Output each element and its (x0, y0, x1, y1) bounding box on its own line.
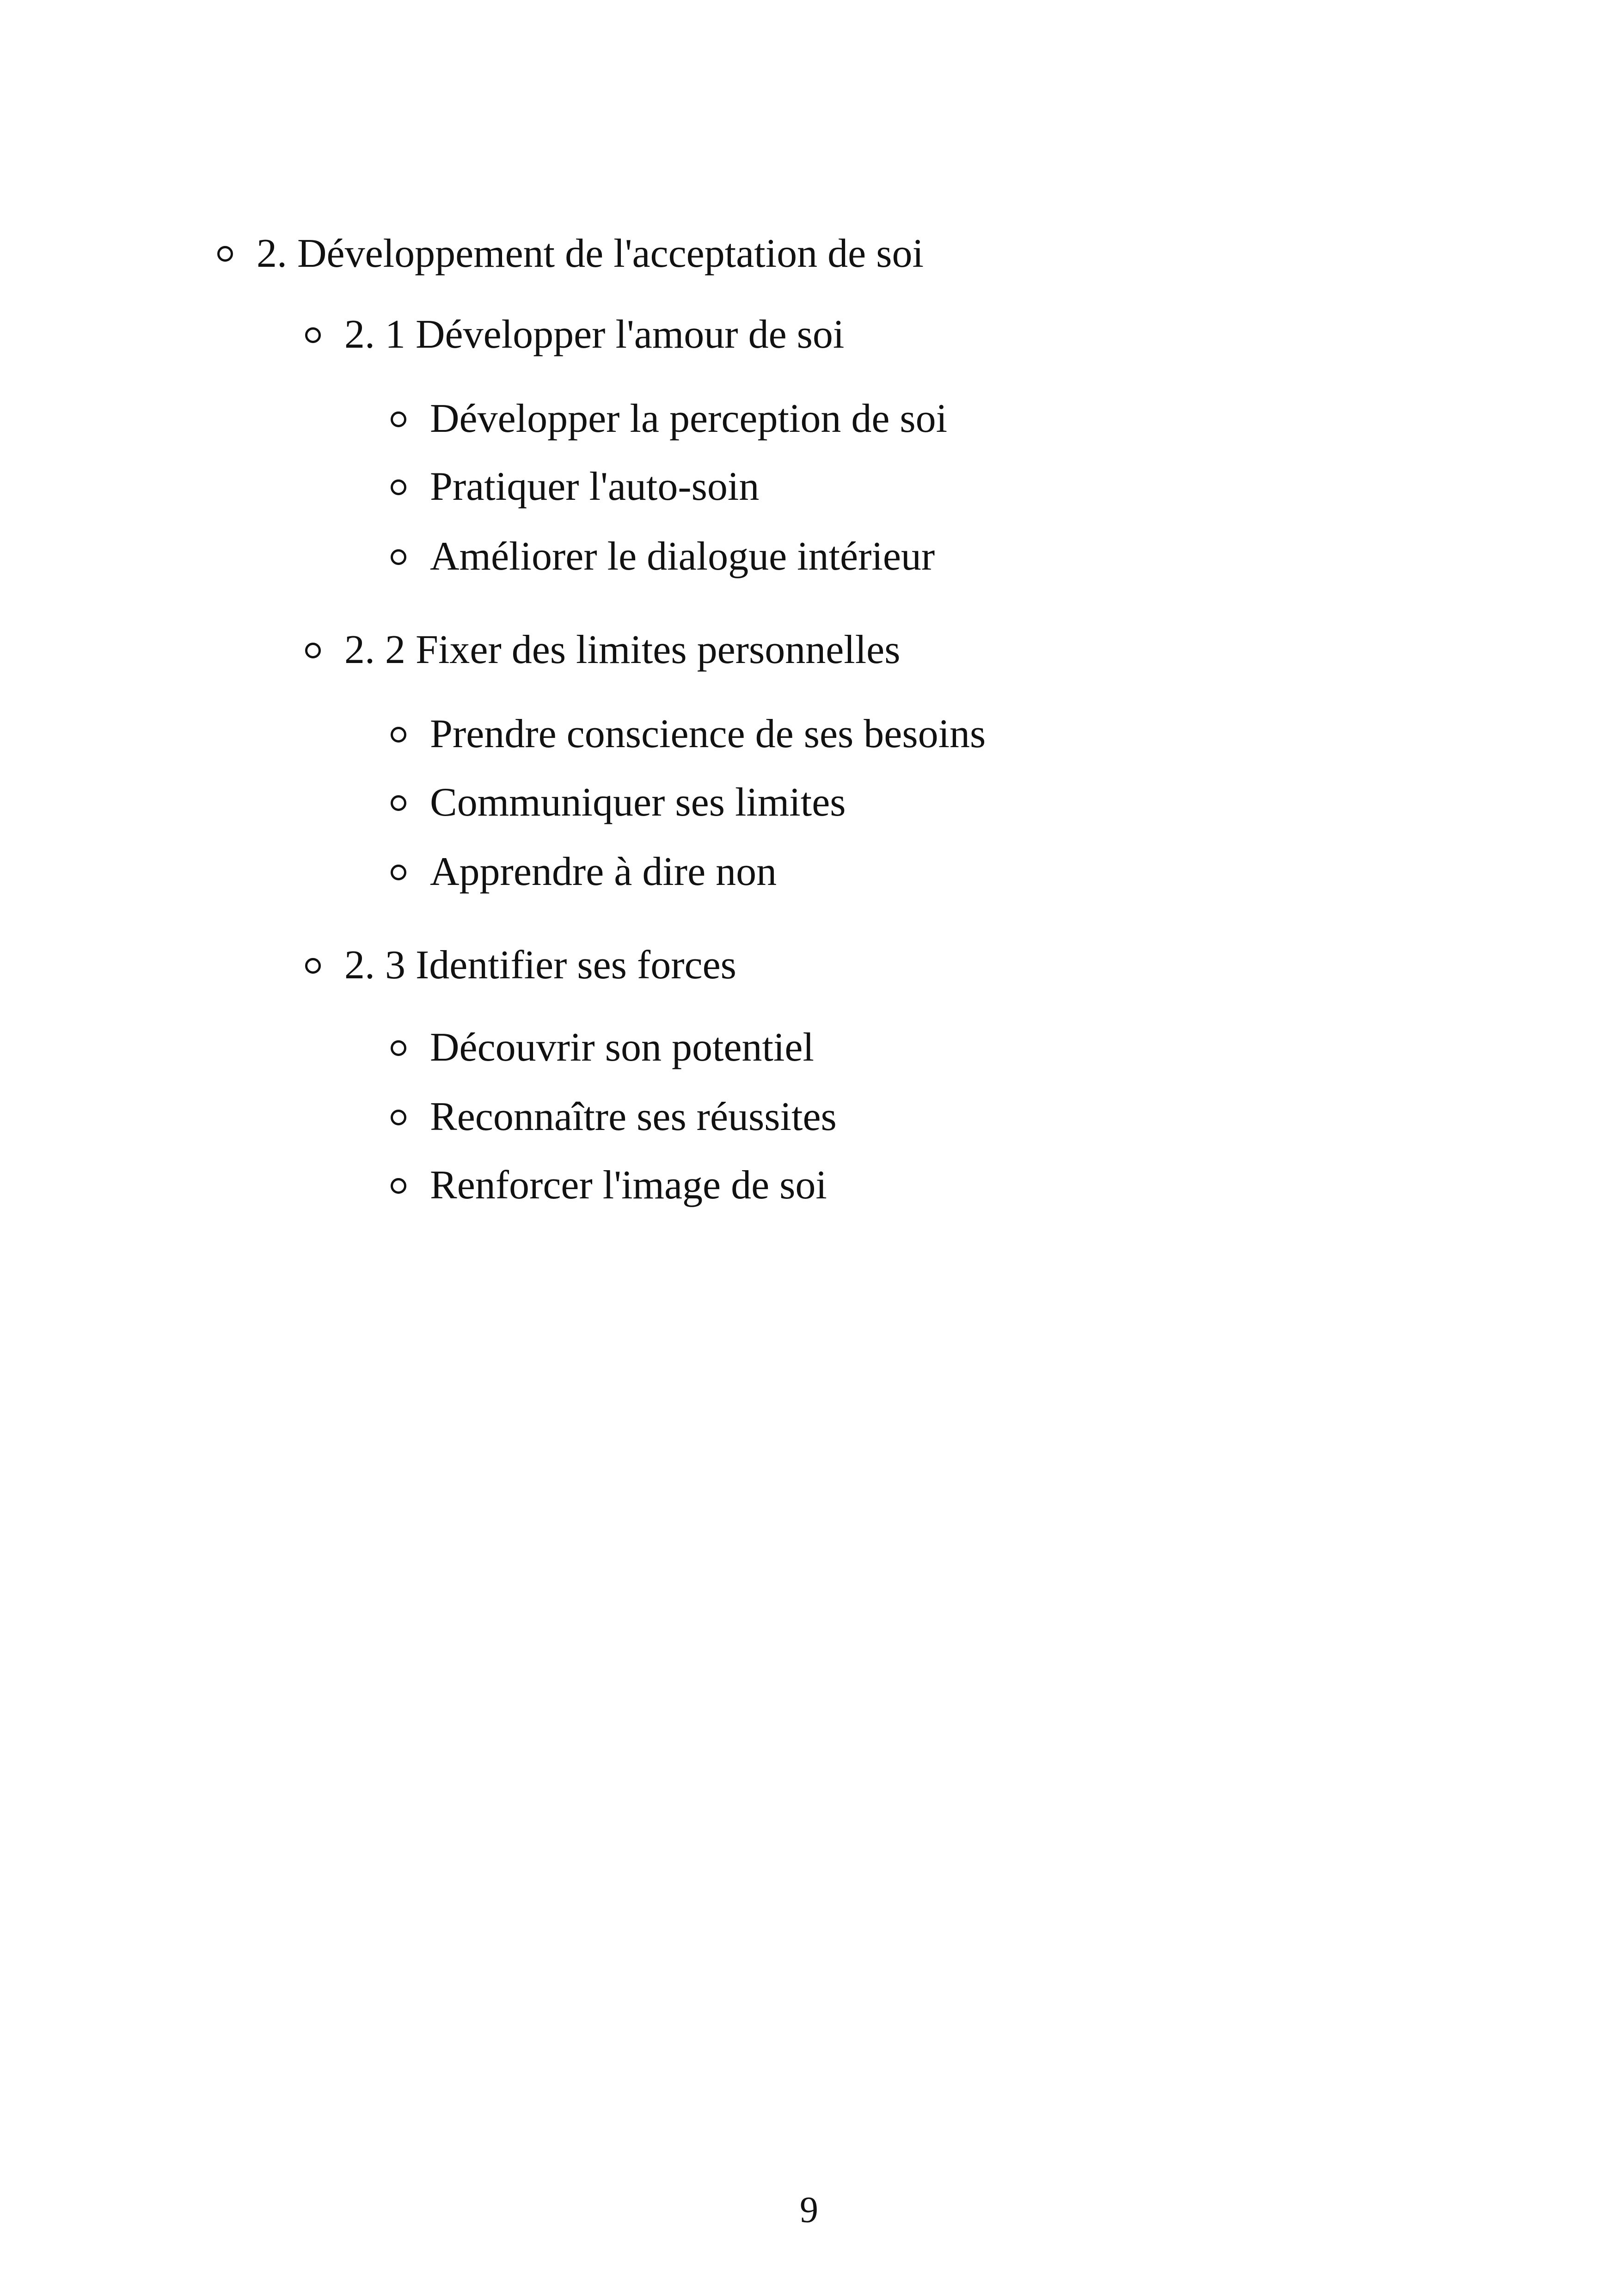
list-item: Pratiquer l'auto-soin (430, 464, 760, 509)
page-number: 9 (800, 2190, 818, 2230)
section-title: 2. 1 Développer l'amour de soi (344, 312, 845, 357)
bullet-circle-icon (391, 795, 406, 811)
section-title: 2. 2 Fixer des limites personnelles (344, 627, 901, 672)
bullet-circle-icon (391, 549, 406, 565)
bullet-circle-icon (391, 865, 406, 880)
bullet-circle-icon (391, 1110, 406, 1125)
section-title: 2. 3 Identifier ses forces (344, 943, 736, 988)
list-item: Communiquer ses limites (430, 780, 846, 825)
bullet-circle-icon (217, 246, 233, 262)
list-item: Améliorer le dialogue intérieur (430, 534, 935, 579)
list-item: Renforcer l'image de soi (430, 1163, 827, 1208)
bullet-circle-icon (305, 643, 321, 658)
outline-heading: 2. Développement de l'acceptation de soi (257, 231, 924, 276)
bullet-circle-icon (305, 327, 321, 343)
bullet-circle-icon (391, 727, 406, 743)
bullet-circle-icon (305, 958, 321, 974)
bullet-circle-icon (391, 411, 406, 427)
bullet-circle-icon (391, 1178, 406, 1194)
list-item: Apprendre à dire non (430, 849, 777, 894)
list-item: Reconnaître ses réussites (430, 1094, 837, 1139)
bullet-circle-icon (391, 479, 406, 495)
bullet-circle-icon (391, 1040, 406, 1056)
list-item: Prendre conscience de ses besoins (430, 712, 986, 756)
list-item: Développer la perception de soi (430, 396, 948, 441)
list-item: Découvrir son potentiel (430, 1025, 814, 1070)
